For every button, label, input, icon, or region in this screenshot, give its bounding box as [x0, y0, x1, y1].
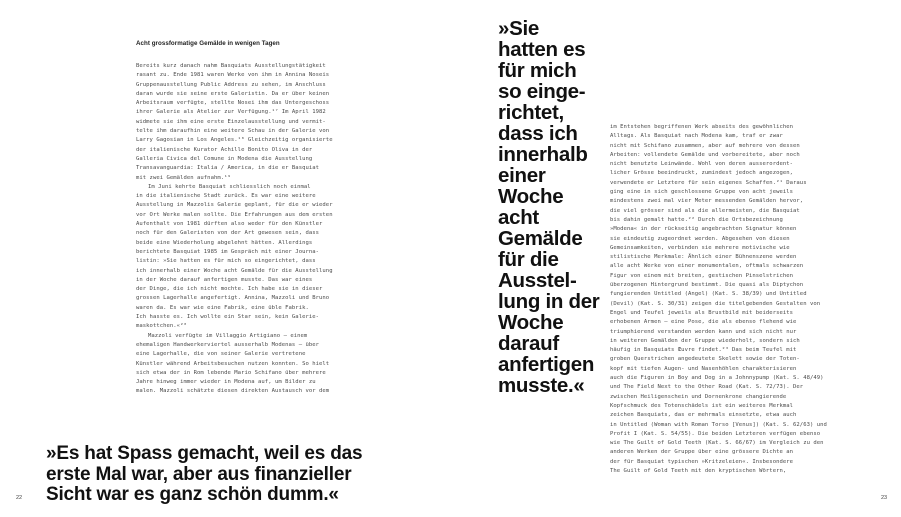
- body-text-line: telte ihm daraufhin eine weitere Schau in der Galerie von: [136, 128, 330, 135]
- body-text-line: erhobenen Armen – eine Pose, die als ebenso flehend wie: [610, 319, 797, 326]
- body-text-line: Larry Gagosian in Los Angeles.¹⁸ Gleichzeitig organisierte: [136, 137, 333, 144]
- body-text-line: Kopfschmuck des Totenschädels ist ein weiteres Merkmal: [610, 402, 794, 409]
- pull-quote-line: so einge-: [498, 80, 586, 103]
- body-text-line: Mazzoli verfügte im Villaggio Artigiano – einem: [148, 332, 308, 339]
- pull-quote-line: darauf: [498, 332, 559, 355]
- body-text-line: mit zwei Gemälden aufnahm.¹⁹: [136, 174, 231, 181]
- body-text-line: in weiteren Gemälden der Gruppe wiederholt, sondern sich: [610, 337, 800, 344]
- page-number-left: 22: [16, 495, 23, 501]
- body-text-line: widmete sie ihm eine erste Einzelausstellung und vermit-: [136, 118, 326, 125]
- body-text-line: zeichen Basquiats, das er mehrmals einsetzte, etwa auch: [610, 412, 797, 419]
- body-text-line: waren da. Es war wie eine Fabrik, eine üble Fabrik.: [136, 304, 309, 311]
- body-text-line: Jahre hinweg immer wieder in Modena auf, um Bilder zu: [136, 379, 316, 386]
- body-text-line: Gemeinsamkeiten, verbinden sie mehrere motivische wie: [610, 244, 790, 251]
- body-text-line: mindestens zwei mal vier Meter messenden Gemälden hervor,: [610, 198, 804, 205]
- body-text-line: häufig in Basquiats Œuvre findet.²³ Das beim Teufel mit: [610, 347, 797, 354]
- pull-quote-line: anfertigen: [498, 353, 595, 376]
- body-text-line: ich innerhalb einer Woche acht Gemälde für die Ausstellung: [136, 267, 333, 274]
- pull-quote-line: Woche: [498, 311, 564, 334]
- body-text-line: »Modena« in der rückseitig angebrachten Signatur können: [610, 226, 797, 233]
- body-text-line: beide eine Wiederholung abgelehnt hätten. Allerdings: [136, 239, 313, 246]
- body-text-line: rasant zu. Ende 1981 waren Werke von ihm in Annina Noseis: [136, 72, 330, 79]
- body-text-line: malen. Mazzoli schätzte diesen direkten Austausch vor dem: [136, 388, 330, 395]
- pull-quote-line: für mich: [498, 59, 577, 82]
- pull-quote-line: acht: [498, 206, 539, 229]
- body-text-line: sich etwa der in Rom lebende Mario Schifano über mehrere: [136, 369, 326, 376]
- body-text-line: auch die Figuren in Boy and Dog in a Johnnypump (Kat. S. 48/49): [610, 375, 824, 382]
- pull-quote-line: Sicht war es ganz schön dumm.«: [46, 484, 339, 505]
- body-text-line: listin: »Sie hatten es für mich so eingerichtet, dass: [136, 258, 316, 265]
- pull-quote-line: »Es hat Spass gemacht, weil es das: [46, 443, 363, 464]
- body-text-line: Künstler während Arbeitsbesuchen nutzen konnten. So hielt: [136, 360, 330, 367]
- body-text-line: Arbeiten: vollendete Gemälde und vorbereitete, aber noch: [610, 151, 800, 158]
- pull-quote-line: Gemälde: [498, 227, 583, 250]
- body-text-line: vor Ort Werke malen sollte. Die Erfahrungen aus dem ersten: [136, 211, 333, 218]
- pull-quote-line: einer: [498, 164, 546, 187]
- page-number-right: 23: [881, 495, 888, 501]
- body-text-line: fungierenden Untitled (Angel) (Kat. S. 38/39) und Untitled: [610, 291, 807, 298]
- body-text-line: die viel grösser sind als die allermeisten, die Basquiat: [610, 207, 800, 214]
- body-text-line: Transavanguardia: Italia / America, in die er Basquiat: [136, 165, 320, 172]
- body-text-line: der für Basquiat typischen »Kritzeleien«. Insbesondere: [610, 458, 794, 465]
- pull-quote-line: für die: [498, 248, 559, 271]
- body-text-line: The Guilt of Gold Teeth mit den kryptischen Wörtern,: [610, 467, 787, 474]
- body-text-line: zwischen Heiligenschein und Dornenkrone changierende: [610, 393, 787, 400]
- right-pull-quote: [498, 18, 599, 396]
- body-text-line: Profit I (Kat. S. 54/55). Die beiden Letzteren verfügen ebenso: [610, 430, 821, 437]
- body-text-line: maskottchen.«²⁰: [136, 323, 187, 330]
- body-text-line: verwendete er Letztere für sein eigenes Schaffen.²¹ Daraus: [610, 179, 807, 186]
- left-body-text: [136, 62, 386, 397]
- body-text-line: (Devil) (Kat. S. 30/31) zeigen die titelgebenden Gestalten von: [610, 300, 821, 307]
- body-text-line: der Dinge, die ich nicht mochte. Ich habe sie in dieser: [136, 286, 323, 293]
- body-text-line: Bereits kurz danach nahm Basquiats Ausstellungstätigkeit: [136, 63, 326, 69]
- pull-quote-line: Woche: [498, 185, 564, 208]
- body-text-line: nicht benutzte Leinwände. Wohl von deren ausserordent-: [610, 161, 794, 168]
- pull-quote-line: erste Mal war, aber aus finanzieller: [46, 463, 352, 485]
- body-text-line: ehemaligen Handwerkerviertel ausserhalb Modenas – über: [136, 341, 320, 348]
- body-text-line: in der Woche darauf anfertigen musste. Das war eines: [136, 276, 313, 283]
- body-text-line: stilistische Merkmale: Ähnlich einer Bühnenszene werden: [610, 254, 797, 261]
- body-text-line: groben Querstrichen angedeutete Skelett sowie der Toten-: [610, 356, 800, 363]
- pull-quote-line: richtet,: [498, 101, 564, 124]
- body-text-line: triumphierend verstanden werden kann und sich nicht nur: [610, 328, 797, 335]
- body-text-line: Gruppenausstellung Public Address zu sehen, im Anschluss: [136, 81, 326, 88]
- pull-quote-line: dass ich: [498, 122, 578, 145]
- body-text-line: ihrer Galerie als Atelier zur Verfügung.¹⁷ Im April 1982: [136, 109, 326, 116]
- pull-quote-line: lung in der: [498, 290, 600, 313]
- pull-quote-line: innerhalb: [498, 143, 588, 166]
- body-text-line: Galleria Civica del Comune in Modena die Ausstellung: [136, 155, 313, 162]
- body-text-line: wie The Guilt of Gold Teeth (Kat. S. 66/67) im Vergleich zu den: [610, 440, 824, 447]
- body-text-line: Ausstellung in Mazzolis Galerie geplant, für die er wieder: [136, 202, 333, 209]
- body-text-line: alle acht Werke von einer monumentalen, oftmals schwarzen: [610, 263, 804, 270]
- body-text-line: überzogenen Hintergrund bestimmt. Die quasi als Diptychon: [610, 282, 804, 289]
- body-text-line: Ich hasste es. Ich wollte ein Star sein, kein Galerie-: [136, 314, 320, 321]
- body-text-line: in Untitled (Woman with Roman Torso [Venus]) (Kat. S. 62/63) und: [610, 421, 827, 428]
- body-text-line: der italienische Kurator Achille Bonito Oliva in der: [136, 146, 313, 153]
- body-text-line: in die italienische Stadt zurück. Es war eine weitere: [136, 193, 316, 200]
- body-text-line: anderen Werken der Gruppe über eine grössere Dichte an: [610, 449, 794, 456]
- left-pull-quote: [46, 444, 362, 506]
- body-text-line: kopf mit tiefen Augen- und Nasenhöhlen charakterisieren: [610, 365, 797, 372]
- body-text-line: nicht mit Schifano zusammen, aber auf mehrere von dessen: [610, 142, 800, 149]
- body-text-line: eine Lagerhalle, die von seiner Galerie vertretene: [136, 351, 306, 358]
- body-text-line: sie eindeutig zugeordnet werden. Abgesehen von diesen: [610, 235, 790, 242]
- body-text-line: daran wurde sie seine erste Galeristin. Da er über keinen: [136, 90, 330, 97]
- body-text-line: Aufenthalt von 1981 dürften also weder für den Künstler: [136, 221, 323, 228]
- body-text-line: bis dahin gemalt hatte.²² Durch die Ortsbezeichnung: [610, 216, 783, 223]
- body-text-line: Figur von einem mit breiten, gestischen Pinselstrichen: [610, 272, 794, 279]
- body-text-line: ging eine in sich geschlossene Gruppe von acht jeweils: [610, 189, 794, 196]
- section-subheading: Acht grossformatige Gemälde in wenigen Tagen: [136, 40, 280, 47]
- body-text-line: im Entstehen begriffenen Werk abseits des gewöhnlichen: [610, 124, 794, 130]
- body-text-line: Arbeitsraum verfügte, stellte Nosei ihm das Untergeschoss: [136, 100, 330, 107]
- right-body-text: [610, 123, 860, 476]
- body-text-line: noch für den Galeristen von der Art gewesen sein, dass: [136, 230, 320, 237]
- pull-quote-line: »Sie: [498, 17, 539, 40]
- body-text-line: Alltags. Als Basquiat nach Modena kam, traf er zwar: [610, 133, 783, 140]
- body-text-line: berichtete Basquiat 1985 im Gespräch mit einer Journa-: [136, 248, 320, 255]
- pull-quote-line: hatten es: [498, 38, 586, 61]
- body-text-line: und The Field Next to the Other Road (Kat. S. 72/73). Der: [610, 384, 804, 391]
- body-text-line: Im Juni kehrte Basquiat schliesslich noch einmal: [148, 183, 311, 190]
- pull-quote-line: musste.«: [498, 374, 585, 397]
- pull-quote-line: Ausstel-: [498, 269, 577, 292]
- body-text-line: grossen Lagerhalle angefertigt. Annina, Mazzoli und Bruno: [136, 295, 330, 302]
- body-text-line: Engel und Teufel jeweils als Brustbild mit beiderseits: [610, 309, 794, 316]
- body-text-line: licher Grösse beeindruckt, zumindest jedoch angezogen,: [610, 170, 794, 177]
